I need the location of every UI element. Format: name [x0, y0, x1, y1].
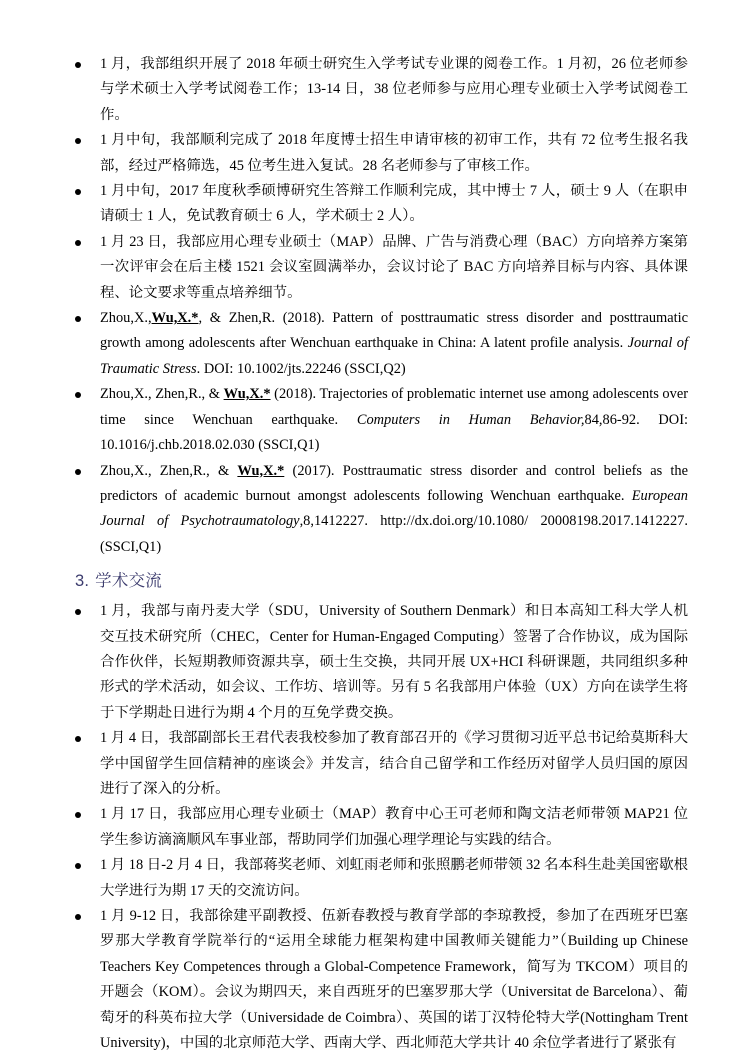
bullet-map-bac-review-meeting [62, 230, 688, 306]
bullet-tkcom-kickoff [62, 904, 688, 1056]
citation-run: ,8,1412227. http://dx.doi.org/10.1080/ 20008198.2017.1412227. (SSCI,Q1) [100, 513, 688, 555]
bullet-text: 1 月，我部与南丹麦大学（SDU，University of Southern Denmark）和日本高知工科大学人机交互技术研究所（CHEC，Center for Human-Engaged Computing）签署了合作协议，成为国际合作伙伴，长短期教师资源共享，硕士生交换，共同开展 UX+HCI 科研课题，共同组织多种形式的学术活动，如会议、工作坊、培训等。另有 5 名我部用户体验（UX）方向在读学生将于下学期赴日进行为期 4 个月的互免学费交换。 [100, 603, 688, 721]
citation-run: . DOI: 10.1002/jts.22246 (SSCI,Q2) [196, 360, 406, 377]
bullet-thesis-defense [62, 179, 688, 230]
citation-run: Computers in Human Behavior, [356, 411, 585, 428]
citation-run: (2018). Trajectories of problematic internet use among adolescents over time since Wenchuan earthquake. [100, 386, 688, 428]
bullet-text: 1 月中旬，2017 年度秋季硕博研究生答辩工作顺利完成，其中博士 7 人，硕士 9 人（在职申请硕士 1 人，免试教育硕士 6 人，学术硕士 2 人）。 [100, 183, 688, 225]
citation-run: (2017). Posttraumatic stress disorder and control beliefs as the predictors of academic burnout amongst adolescents following Wenchuan earthquake. [100, 462, 689, 504]
bullet-text: 1 月 9-12 日，我部徐建平副教授、伍新春教授与教育学部的李琼教授，参加了在西班牙巴塞罗那大学教育学院举行的“运用全球能力框架构建中国教师关键能力”（Building up Chinese Teachers Key Competences through a Global-Competence Framework，简写为 TKCOM）项目的开题会（KOM）。会议为期四天，来自西班牙的巴塞罗那大学（Universitat de Barcelona）、葡萄牙的科英布拉大学（Universidade de Coimbra）、英国的诺丁汉特伦特大学(Nottingham Trent University)，中国的北京师范大学、西南大学、西北师范大学共计 40 余位学者进行了紧张有 [100, 908, 688, 1052]
bullet-text: 1 月 17 日，我部应用心理专业硕士（MAP）教育中心王可老师和陶文洁老师带领 MAP21 位学生参访滴滴顺风车事业部，帮助同学们加强心理学理论与实践的结合。 [100, 806, 688, 848]
author-highlight: Wu,X.* [151, 310, 199, 327]
section-title: 学术交流 [95, 572, 162, 591]
bullet-wangjun-symposium [62, 726, 688, 802]
bullet-exam-grading [62, 52, 688, 128]
bullet-didi-visit [62, 802, 688, 853]
citation-chb-2018 [62, 382, 688, 458]
citation-run: Zhou,X., [100, 310, 152, 327]
bullet-phd-application-review [62, 128, 688, 179]
author-highlight: Wu,X.* [223, 386, 271, 403]
author-highlight: Wu,X.* [237, 462, 285, 479]
citation-run: Zhou,X., Zhen,R., & [100, 462, 238, 479]
citation-jts-2018 [62, 306, 688, 382]
citation-run: Journal of Traumatic Stress [100, 335, 688, 377]
citation-run: European Journal of Psychotraumatology [100, 487, 688, 530]
citation-ejpt-2017 [62, 459, 688, 561]
bullet-sdu-chec-agreement [62, 599, 688, 726]
bullet-text: 1 月，我部组织开展了 2018 年硕士研究生入学考试专业课的阅卷工作。1 月初，26 位老师参与学术硕士入学考试阅卷工作；13-14 日，38 位老师参与应用心理专业硕士入学考试阅卷工作。 [100, 56, 688, 123]
citation-run: Zhou,X., Zhen,R., & [100, 386, 224, 403]
bullet-list [62, 52, 688, 560]
heading-academic-exchange [62, 567, 688, 595]
bullet-text: 1 月 4 日，我部副部长王君代表我校参加了教育部召开的《学习贯彻习近平总书记给莫斯科大学中国留学生回信精神的座谈会》并发言，结合自己留学和工作经历对留学人员归国的原因进行了深入的分析。 [100, 730, 688, 797]
document-body [62, 52, 688, 1056]
citation-run: 84,86-92. DOI: 10.1016/j.chb.2018.02.030 (SSCI,Q1) [100, 411, 688, 454]
bullet-list [62, 599, 688, 1056]
bullet-text: 1 月 23 日，我部应用心理专业硕士（MAP）品牌、广告与消费心理（BAC）方向培养方案第一次评审会在后主楼 1521 会议室圆满举办，会议讨论了 BAC 方向培养目标与内容、具体课程、论文要求等重点培养细节。 [100, 233, 688, 301]
bullet-text: 1 月 18 日-2 月 4 日，我部蒋奖老师、刘虹雨老师和张照鹏老师带领 32 名本科生赴美国密歇根大学进行为期 17 天的交流访问。 [100, 857, 688, 899]
content-flow [62, 52, 688, 1056]
bullet-text: 1 月中旬，我部顺利完成了 2018 年度博士招生申请审核的初审工作，共有 72 位考生报名我部，经过严格筛选，45 位考生进入复试。28 名老师参与了审核工作。 [100, 132, 688, 174]
section-number: 3. [75, 572, 90, 591]
bullet-michigan-exchange [62, 853, 688, 904]
citation-run: , & Zhen,R. (2018). Pattern of posttraumatic stress disorder and posttraumatic growth among adolescents after Wenchuan earthquake in China: A latent profile analysis. [100, 310, 688, 352]
